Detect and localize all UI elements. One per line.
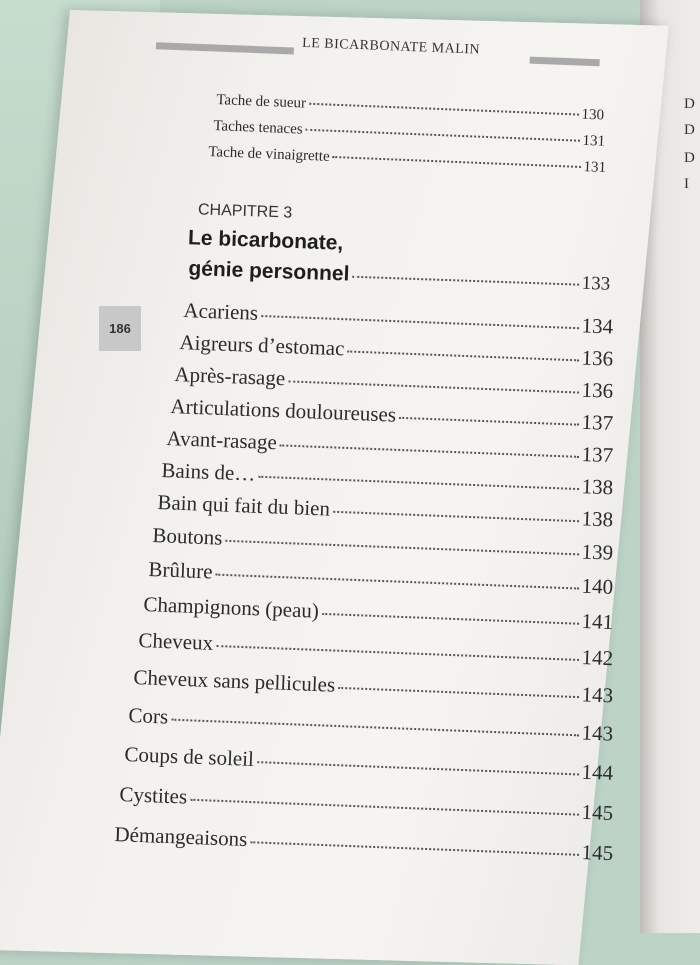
toc-entry-label: Coups de soleil xyxy=(124,742,255,771)
toc-entry-page: 143 xyxy=(581,682,614,708)
toc-entry-label: Acariens xyxy=(183,298,259,325)
leader-dots xyxy=(288,380,579,393)
chapter-title-line2: génie personnel xyxy=(188,257,350,286)
leader-dots xyxy=(257,761,579,775)
toc-entry-page: 138 xyxy=(581,506,614,532)
chapter-page: 133 xyxy=(581,272,611,295)
toc-entry-page: 140 xyxy=(581,573,614,599)
toc-entry-label: Cheveux sans pellicules xyxy=(133,665,336,697)
leader-dots xyxy=(338,687,579,698)
toc-entry-page: 137 xyxy=(581,441,614,468)
toc-entry-page: 131 xyxy=(583,159,607,176)
toc-entry-page: 143 xyxy=(581,720,614,746)
toc-entry-label: Bain qui fait du bien xyxy=(157,490,331,521)
toc-entry-page: 136 xyxy=(581,345,614,371)
facing-page-letter: D xyxy=(684,96,695,112)
leader-dots xyxy=(352,276,578,286)
facing-page-letter: I xyxy=(684,176,689,192)
toc-entry-label: Brûlure xyxy=(148,557,214,584)
leader-dots xyxy=(322,613,579,625)
toc-entry-page: 137 xyxy=(581,409,614,436)
leader-dots xyxy=(261,315,579,329)
page-number-tab: 186 xyxy=(99,306,141,351)
toc-entry-label: Cors xyxy=(128,703,169,729)
toc-entry-page: 141 xyxy=(581,608,614,635)
leader-dots xyxy=(399,417,579,426)
facing-page-letter: D xyxy=(684,122,695,138)
header-rule-right xyxy=(530,57,600,67)
toc-entry-page: 145 xyxy=(581,839,614,866)
toc-entry-label: Cheveux xyxy=(138,628,214,655)
toc-entry-label: Bains de… xyxy=(161,458,256,486)
toc-entry-label: Articulations douloureuses xyxy=(170,394,397,427)
chapter-label: CHAPITRE 3 xyxy=(197,201,293,222)
toc-entry-label: Après-rasage xyxy=(174,362,286,391)
leader-dots xyxy=(333,511,579,522)
toc-entry-page: 145 xyxy=(581,799,614,825)
toc-entry-label: Démangeaisons xyxy=(114,822,248,852)
toc-entry-page: 139 xyxy=(581,539,614,565)
chapter-title-line1: Le bicarbonate, xyxy=(187,226,344,255)
toc-entry-page: 130 xyxy=(581,106,605,124)
toc-entry-page: 134 xyxy=(581,313,614,339)
header-title: LE BICARBONATE MALIN xyxy=(301,35,481,58)
leader-dots xyxy=(306,129,580,142)
toc-entry-label: Avant-rasage xyxy=(166,426,278,455)
toc-entry-label: Boutons xyxy=(152,523,223,550)
toc-entry-page: 142 xyxy=(581,645,614,671)
header-rule-left xyxy=(156,42,294,54)
toc-entry-label: Taches tenaces xyxy=(213,118,303,138)
leader-dots xyxy=(280,444,579,457)
toc-entry-label: Tache de sueur xyxy=(216,92,307,112)
toc-entry-page: 138 xyxy=(581,474,614,500)
leader-dots xyxy=(347,350,578,361)
toc-entry-page: 144 xyxy=(581,759,614,785)
leader-dots xyxy=(250,841,578,856)
leader-dots xyxy=(309,103,579,116)
toc-entry-label: Champignons (peau) xyxy=(143,592,320,623)
toc-entry-page: 136 xyxy=(581,377,614,403)
toc-entry-page: 131 xyxy=(582,132,606,150)
toc-entry-label: Aigreurs d’estomac xyxy=(179,330,345,361)
toc-entry-label: Cystites xyxy=(119,782,188,809)
leader-dots xyxy=(333,156,581,168)
facing-page-letter: D xyxy=(684,150,695,166)
toc-entry-label: Tache de vinaigrette xyxy=(208,144,330,165)
leader-dots xyxy=(258,476,578,490)
